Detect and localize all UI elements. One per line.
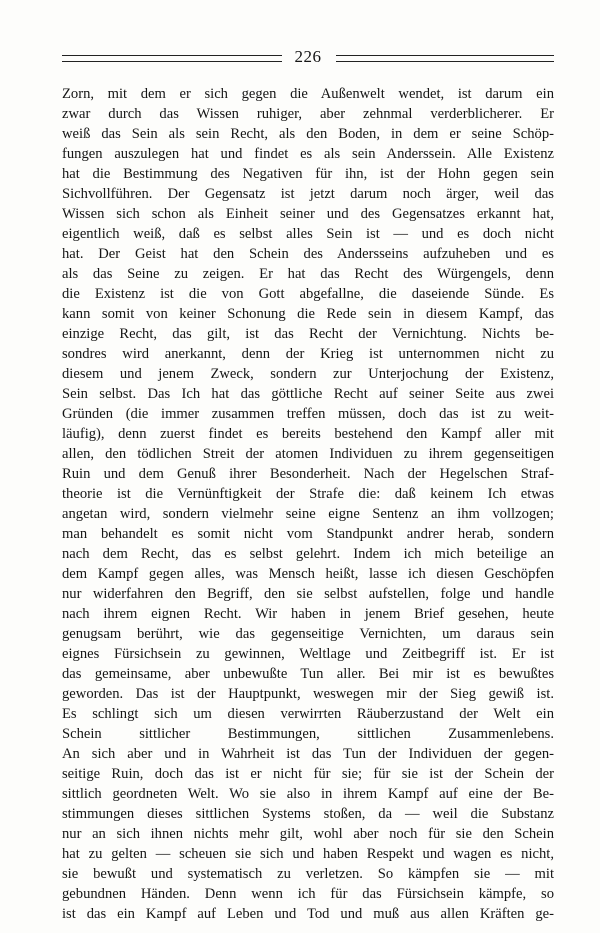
text-line: theorie ist die Vernünftigkeit der Strafe die: daß keinem Ich etwas [62,486,554,502]
page-header [62,46,554,70]
text-line: fungen auszulegen hat und findet es als sein Anderssein. Alle Existenz [62,146,554,162]
text-line: läufig), denn zuerst findet es bereits bestehend den Kampf aller mit [62,426,554,442]
text-line: kann somit von keiner Schonung die Rede sein in diesem Kampf, das [62,306,554,322]
text-line: diesem und jenem Zweck, sondern zur Unterjochung der Existenz, [62,366,554,382]
text-line: Sein selbst. Das Ich hat das göttliche Recht auf seiner Seite aus zwei [62,386,554,402]
text-line: die Existenz ist die von Gott abgefallne, die daseiende Sünde. Es [62,286,554,302]
text-line: weiß das Sein als sein Recht, als den Boden, in dem er seine Schöp- [62,126,554,142]
text-line: angetan wird, sondern vielmehr seine eigne Sentenz an ihm vollzogen; [62,506,554,522]
text-line: Sichvollführen. Der Gegensatz ist jetzt darum noch ärger, weil das [62,186,554,202]
text-line: eignes Fürsichsein zu gewinnen, Weltlage und Zeitbegriff ist. Er ist [62,646,554,662]
text-line: man behandelt es somit nicht vom Standpunkt andrer herab, sondern [62,526,554,542]
text-line: seitige Ruin, doch das ist er nicht für sie; für sie ist der Schein der [62,766,554,782]
body-text [62,84,554,924]
text-line: nach ihrem eignen Recht. Wir haben in jenem Brief gesehen, heute [62,606,554,622]
text-line: als das Seine zu zeigen. Er hat das Recht des Würgengels, denn [62,266,554,282]
page-number: 226 [294,47,322,66]
text-line: Zorn, mit dem er sich gegen die Außenwelt wendet, ist darum ein [62,86,554,102]
text-line: genugsam berührt, wie das gegenseitige Vernichten, um daraus sein [62,626,554,642]
text-line: allen, den tödlichen Streit der atomen Individuen zu ihrem gegenseitigen [62,446,554,462]
text-line: Schein sittlicher Bestimmungen, sittlichen Zusammenlebens. [62,726,554,742]
text-line: hat. Der Geist hat den Schein des Andersseins aufzuheben und es [62,246,554,262]
text-line: dem Kampf gegen alles, was Mensch heißt, lasse ich diesen Geschöpfen [62,566,554,582]
text-line: stimmungen dieses sittlichen Systems stoßen, da — weil die Substanz [62,806,554,822]
text-line: Es schlingt sich um diesen verwirrten Räuberzustand der Welt ein [62,706,554,722]
text-line: hat die Bestimmung des Negativen für ihn, ist der Hohn gegen sein [62,166,554,182]
text-line: Gründen (die immer zusammen treffen müssen, doch das ist zu weit- [62,406,554,422]
text-line: Ruin und dem Genuß ihrer Besonderheit. Nach der Hegelschen Straf- [62,466,554,482]
header-rule-right [336,55,554,62]
text-line: sondres wird anerkannt, denn der Krieg ist unternommen nicht zu [62,346,554,362]
text-line: eigentlich weiß, daß es selbst alles Sein ist — und es doch nicht [62,226,554,242]
text-line: nach dem Recht, das es selbst gelehrt. Indem ich mich beteilige an [62,546,554,562]
text-line: hat zu gelten — scheuen sie sich und haben Respekt und wagen es nicht, [62,846,554,862]
text-line: einzige Recht, das gilt, ist das Recht der Vernichtung. Nichts be- [62,326,554,342]
text-line: zwar durch das Wissen ruhiger, aber zehnmal verderblicherer. Er [62,106,554,122]
text-line: nur an sich ihnen nichts mehr gilt, wohl aber noch für sie den Schein [62,826,554,842]
text-line: sie bewußt und systematisch zu verletzen. So kämpfen sie — mit [62,866,554,882]
text-line: geworden. Das ist der Hauptpunkt, weswegen mir der Sieg gewiß ist. [62,686,554,702]
text-line: ist das ein Kampf auf Leben und Tod und muß aus allen Kräften ge- [62,906,554,922]
text-line: Wissen sich schon als Einheit seiner und des Gegensatzes erkannt hat, [62,206,554,222]
text-line: An sich aber und in Wahrheit ist das Tun der Individuen der gegen- [62,746,554,762]
text-line: gebundnen Händen. Denn wenn ich für das Fürsichsein kämpfe, so [62,886,554,902]
text-line: nur widerfahren den Begriff, den sie selbst aufstellen, folge und handle [62,586,554,602]
text-line: sittlich geordneten Welt. Wo sie also in ihrem Kampf auf eine der Be- [62,786,554,802]
text-line: das gemeinsame, aber unbewußte Tun aller. Bei mir ist es bewußtes [62,666,554,682]
